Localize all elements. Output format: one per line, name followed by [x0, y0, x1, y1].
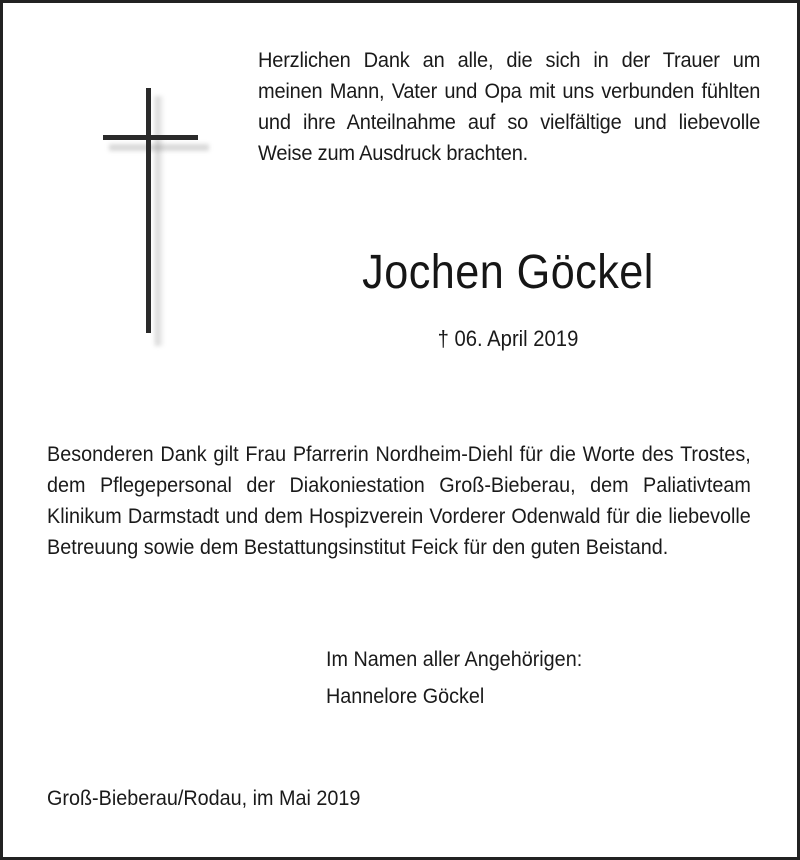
signoff-line: Im Namen aller Angehörigen: [326, 647, 583, 671]
death-date: † 06. April 2019 [437, 326, 579, 351]
cross-shadow-vertical [155, 96, 163, 346]
cross-horizontal-beam [103, 135, 198, 140]
cross-vertical-beam [146, 88, 151, 333]
intro-thanks-paragraph: Herzlichen Dank an alle, die sich in der Trauer um meinen Mann, Vater und Opa mit uns verbunden fühlten und ihre Anteilnahme auf so vielfältige und liebevolle Weise zum Ausdruck brachten. [258, 48, 761, 165]
special-thanks-paragraph: Besonderen Dank gilt Frau Pfarrerin Nordheim-Diehl für die Worte des Trostes, dem Pflegepersonal der Diakoniestation Groß-Bieberau, dem Paliativteam Klinikum Darmstadt und dem Hospizverein Vorderer Odenwald für die liebevolle Betreuung sowie dem Bestattungsinstitut Feick für den guten Beistand. [47, 442, 751, 559]
cross-icon [103, 88, 213, 348]
signoff-name: Hannelore Göckel [326, 684, 485, 708]
cross-shadow-horizontal [109, 144, 209, 151]
place-and-date: Groß-Bieberau/Rodau, im Mai 2019 [47, 786, 361, 810]
deceased-name: Jochen Göckel [362, 246, 654, 299]
signoff-block [326, 641, 657, 715]
